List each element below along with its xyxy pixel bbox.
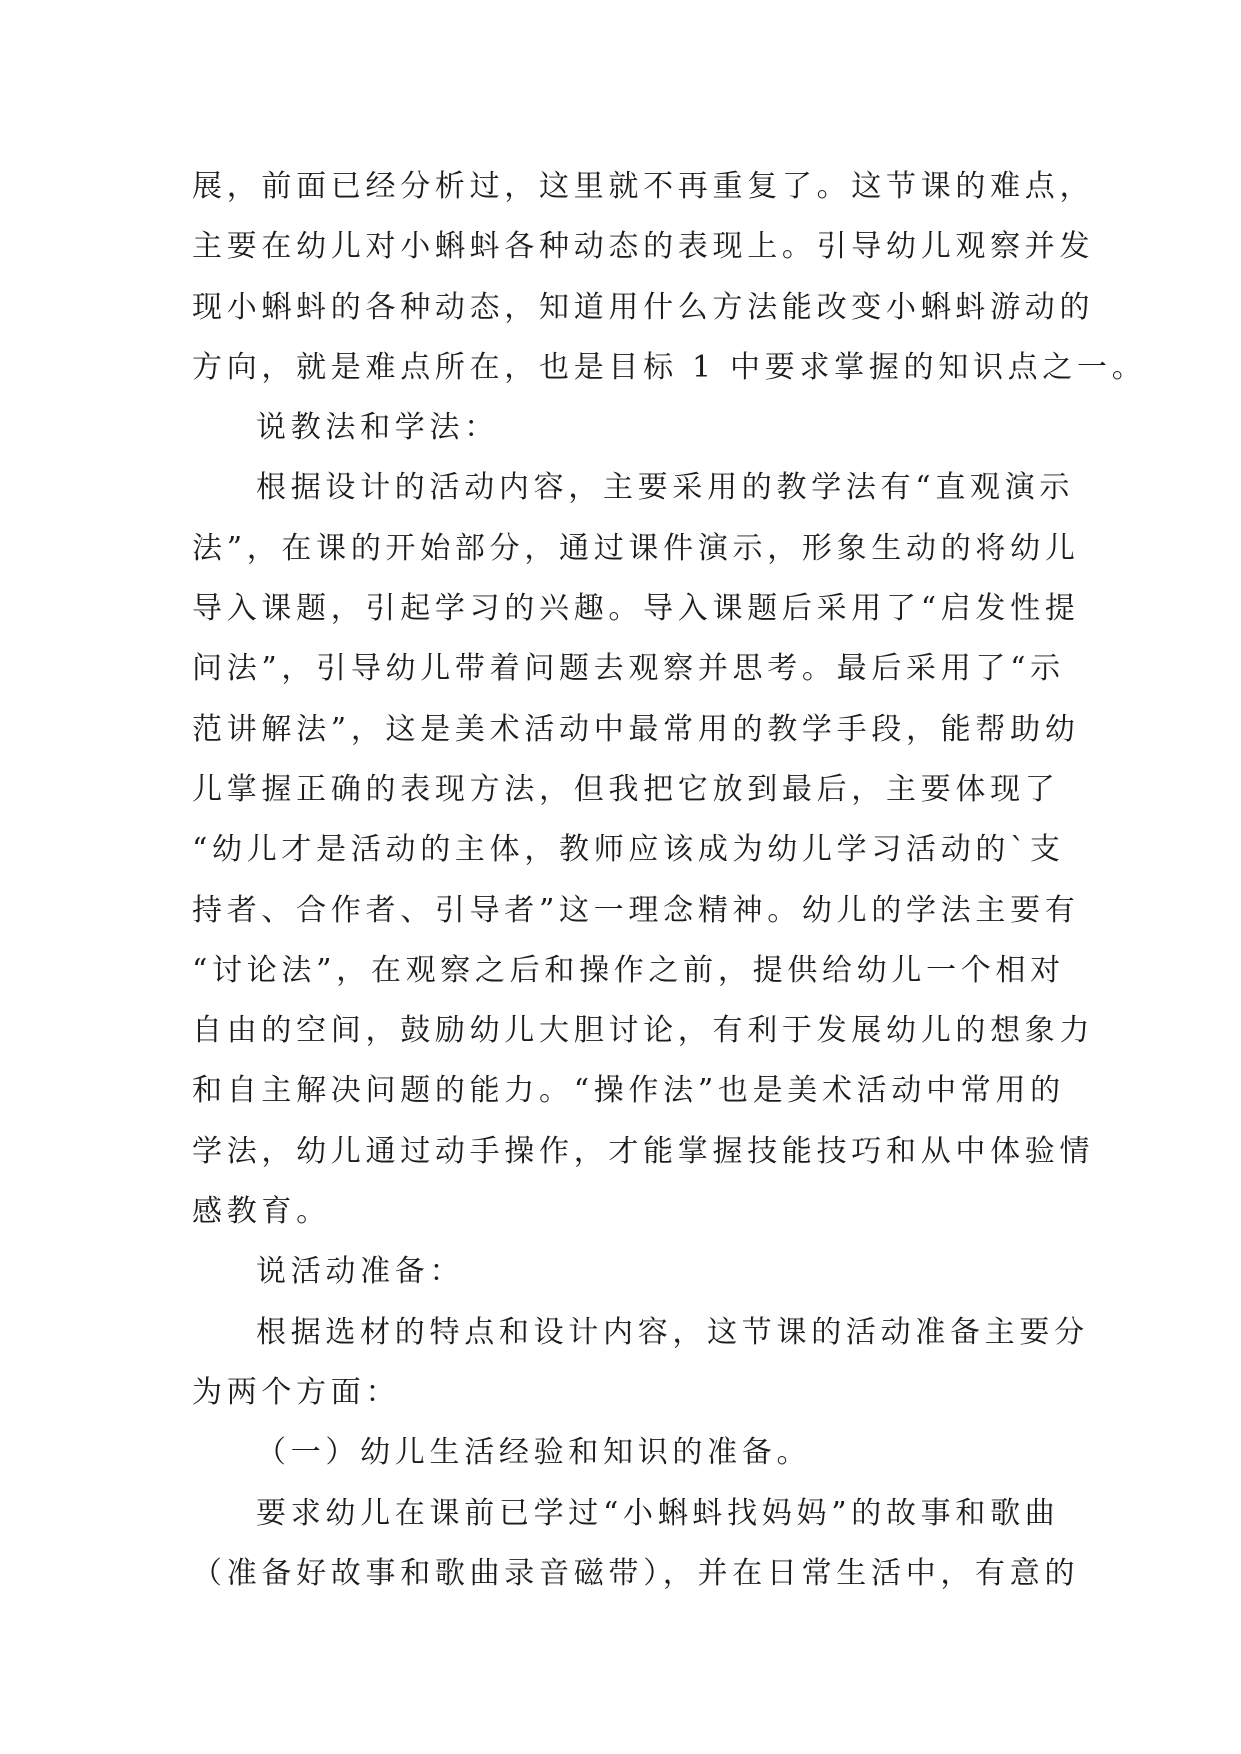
- text-line: 导入课题，引起学习的兴趣。导入课题后采用了“启发性提: [192, 591, 1080, 627]
- text-line: 现小蝌蚪的各种动态，知道用什么方法能改变小蝌蚪游动的: [192, 289, 1095, 325]
- text-line: 展，前面已经分析过，这里就不再重复了。这节课的难点，: [192, 169, 1095, 204]
- subsection-heading: （一）幼儿生活经验和知识的准备。: [256, 1435, 812, 1471]
- text-line: 自由的空间，鼓励幼儿大胆讨论，有利于发展幼儿的想象力: [192, 1013, 1095, 1049]
- text-line: 根据设计的活动内容，主要采用的教学法有“直观演示: [256, 470, 1075, 506]
- text-line: 为两个方面：: [192, 1374, 401, 1410]
- text-line: 范讲解法”，这是美术活动中最常用的教学手段，能帮助幼: [192, 711, 1080, 747]
- document-body: [192, 157, 1147, 1604]
- section-heading-methods: 说教法和学法：: [256, 410, 499, 446]
- text-line: 儿掌握正确的表现方法，但我把它放到最后，主要体现了: [192, 771, 1060, 807]
- text-line: （准备好故事和歌曲录音磁带），并在日常生活中，有意的: [192, 1555, 1080, 1591]
- section-heading-preparation: 说活动准备：: [256, 1254, 465, 1290]
- text-line: 主要在幼儿对小蝌蚪各种动态的表现上。引导幼儿观察并发: [192, 229, 1095, 265]
- text-line: “讨论法”，在观察之后和操作之前，提供给幼儿一个相对: [192, 952, 1065, 988]
- text-line: 学法，幼儿通过动手操作，才能掌握技能技巧和从中体验情: [192, 1133, 1095, 1169]
- text-line: 问法”，引导幼儿带着问题去观察并思考。最后采用了“示: [192, 651, 1065, 687]
- text-line: “幼儿才是活动的主体，教师应该成为幼儿学习活动的`支: [192, 832, 1065, 868]
- text-line: 根据选材的特点和设计内容，这节课的活动准备主要分: [256, 1314, 1089, 1350]
- text-line: 方向，就是难点所在，也是目标 1 中要求掌握的知识点之一。: [192, 349, 1147, 385]
- text-line: 法”，在课的开始部分，通过课件演示，形象生动的将幼儿: [192, 530, 1080, 566]
- text-line: 和自主解决问题的能力。“操作法”也是美术活动中常用的: [192, 1073, 1065, 1109]
- text-line: 持者、合作者、引导者”这一理念精神。幼儿的学法主要有: [192, 892, 1080, 928]
- text-line: 感教育。: [192, 1194, 331, 1230]
- text-line: 要求幼儿在课前已学过“小蝌蚪找妈妈”的故事和歌曲: [256, 1495, 1060, 1531]
